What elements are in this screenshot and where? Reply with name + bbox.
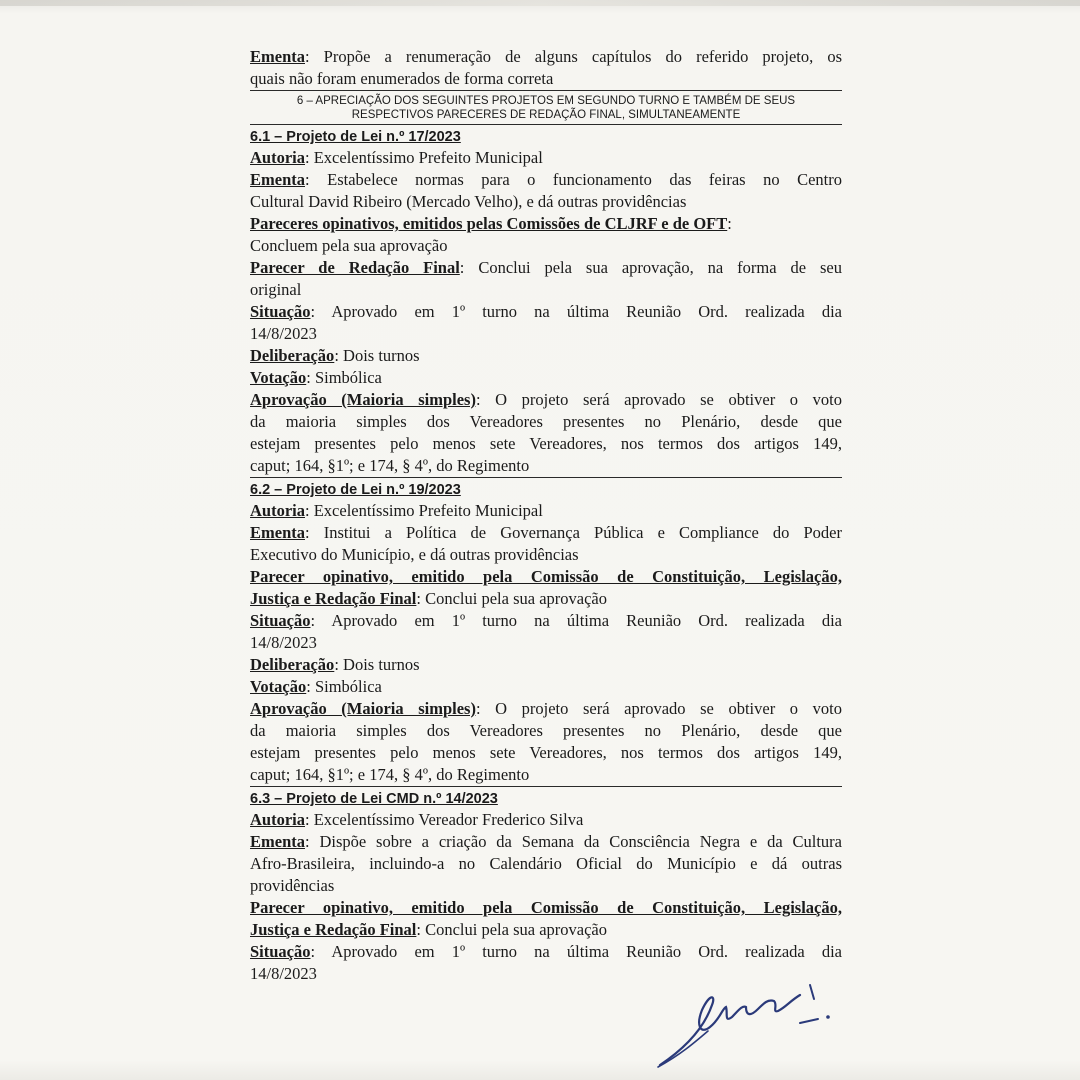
aprovacao-label: Aprovação (Maioria simples) xyxy=(250,390,476,409)
redacao-label: Parecer de Redação Final xyxy=(250,258,460,277)
parecer-text: Conclui pela sua aprovação xyxy=(425,920,607,939)
deliberacao-label: Deliberação xyxy=(250,346,335,365)
pareceres-label: Pareceres opinativos, emitidos pelas Comissões de CLJRF e de OFT xyxy=(250,214,728,233)
intro-block xyxy=(250,46,842,91)
signature-stroke xyxy=(660,995,800,1065)
aprovacao-text: O projeto será aprovado se obtiver o voto xyxy=(495,390,842,409)
autoria-line: Autoria: Excelentíssimo Vereador Frederico Silva xyxy=(250,810,584,829)
intro-ementa-label: Ementa xyxy=(250,47,305,66)
ementa-text: Institui a Política de Governança Pública e Compliance do Poder xyxy=(323,523,842,542)
signature-mark xyxy=(650,965,850,1075)
situacao-label: Situação xyxy=(250,302,311,321)
deliberacao-line: Deliberação: Dois turnos xyxy=(250,346,420,365)
autoria-label: Autoria xyxy=(250,148,305,167)
project-6-2 xyxy=(250,478,842,787)
ementa-line-2: Executivo do Município, e dá outras providências xyxy=(250,545,579,564)
ementa-line-3: providências xyxy=(250,876,335,895)
aprovacao-line-3: estejam presentes pelo menos sete Vereadores, nos termos dos artigos 149, xyxy=(250,434,842,453)
situacao-text: Aprovado em 1º turno na última Reunião Ord. realizada dia xyxy=(331,302,842,321)
aprovacao-text: O projeto será aprovado se obtiver o voto xyxy=(495,699,842,718)
signature-dash xyxy=(800,1019,818,1023)
aprovacao-line-3: estejam presentes pelo menos sete Vereadores, nos termos dos artigos 149, xyxy=(250,743,842,762)
votacao-label: Votação xyxy=(250,677,307,696)
ementa-line-1: Ementa: Institui a Política de Governança Pública e Compliance do Poder xyxy=(250,523,842,542)
section-heading-line-1: 6 – APRECIAÇÃO DOS SEGUINTES PROJETOS EM SEGUNDO TURNO E TAMBÉM DE SEUS xyxy=(296,95,796,107)
section-heading-line-2: RESPECTIVOS PARECERES DE REDAÇÃO FINAL, SIMULTANEAMENTE xyxy=(351,109,741,121)
votacao-line: Votação: Simbólica xyxy=(250,677,382,696)
autoria-value: Excelentíssimo Vereador Frederico Silva xyxy=(313,810,584,829)
signature-dot xyxy=(826,1015,830,1019)
situacao-line-2: 14/8/2023 xyxy=(250,964,317,983)
project-6-3 xyxy=(250,787,842,985)
ementa-label: Ementa xyxy=(250,523,305,542)
ementa-text: Estabelece normas para o funcionamento das feiras no Centro xyxy=(327,170,842,189)
pareceres-text: Concluem pela sua aprovação xyxy=(250,236,448,255)
parecer-label: Parecer opinativo, emitido pela Comissão de Constituição, Legislação, xyxy=(250,898,842,917)
parecer-line-1 xyxy=(250,897,842,919)
situacao-label: Situação xyxy=(250,611,311,630)
votacao-value: Simbólica xyxy=(314,677,382,696)
ementa-text: Dispõe sobre a criação da Semana da Consciência Negra e da Cultura xyxy=(319,832,842,851)
situacao-text: Aprovado em 1º turno na última Reunião Ord. realizada dia xyxy=(331,611,842,630)
votacao-value: Simbólica xyxy=(314,368,382,387)
situacao-line-1: Situação: Aprovado em 1º turno na última Reunião Ord. realizada dia xyxy=(250,302,842,321)
aprovacao-label: Aprovação (Maioria simples) xyxy=(250,699,476,718)
parecer-line-2: Justiça e Redação Final: Conclui pela sua aprovação xyxy=(250,589,607,608)
deliberacao-line: Deliberação: Dois turnos xyxy=(250,655,420,674)
redacao-line-1: Parecer de Redação Final: Conclui pela sua aprovação, na forma de seu xyxy=(250,258,842,277)
autoria-value: Excelentíssimo Prefeito Municipal xyxy=(313,501,543,520)
ementa-label: Ementa xyxy=(250,832,305,851)
autoria-label: Autoria xyxy=(250,501,305,520)
aprovacao-line-1: Aprovação (Maioria simples): O projeto será aprovado se obtiver o voto xyxy=(250,390,842,409)
ementa-line-2: Cultural David Ribeiro (Mercado Velho), e dá outras providências xyxy=(250,192,687,211)
redacao-line-2: original xyxy=(250,280,302,299)
page-top-edge xyxy=(0,0,1080,6)
situacao-line-1: Situação: Aprovado em 1º turno na última Reunião Ord. realizada dia xyxy=(250,942,842,961)
situacao-text: Aprovado em 1º turno na última Reunião Ord. realizada dia xyxy=(331,942,842,961)
parecer-line-2: Justiça e Redação Final: Conclui pela sua aprovação xyxy=(250,920,607,939)
votacao-label: Votação xyxy=(250,368,307,387)
aprovacao-line-4: caput; 164, §1º; e 174, § 4º, do Regimento xyxy=(250,456,530,475)
aprovacao-line-4: caput; 164, §1º; e 174, § 4º, do Regimento xyxy=(250,765,530,784)
redacao-text: Conclui pela sua aprovação, na forma de seu xyxy=(478,258,842,277)
parecer-line-1 xyxy=(250,566,842,588)
document-body xyxy=(250,46,842,985)
deliberacao-label: Deliberação xyxy=(250,655,335,674)
ementa-line-1: Ementa: Estabelece normas para o funcionamento das feiras no Centro xyxy=(250,170,842,189)
situacao-label: Situação xyxy=(250,942,311,961)
autoria-label: Autoria xyxy=(250,810,305,829)
autoria-value: Excelentíssimo Prefeito Municipal xyxy=(313,148,543,167)
intro-line-1: Ementa: Propõe a renumeração de alguns capítulos do referido projeto, os xyxy=(250,47,842,66)
project-title: 6.3 – Projeto de Lei CMD n.º 14/2023 xyxy=(250,791,498,807)
aprovacao-line-2: da maioria simples dos Vereadores presentes no Plenário, desde que xyxy=(250,412,842,431)
aprovacao-line-1: Aprovação (Maioria simples): O projeto será aprovado se obtiver o voto xyxy=(250,699,842,718)
aprovacao-line-2: da maioria simples dos Vereadores presentes no Plenário, desde que xyxy=(250,721,842,740)
situacao-line-2: 14/8/2023 xyxy=(250,633,317,652)
situacao-line-1: Situação: Aprovado em 1º turno na última Reunião Ord. realizada dia xyxy=(250,611,842,630)
intro-ementa-text: Propõe a renumeração de alguns capítulos do referido projeto, os xyxy=(323,47,842,66)
section-heading xyxy=(250,91,842,125)
parecer-label-cont: Justiça e Redação Final xyxy=(250,589,417,608)
project-title: 6.2 – Projeto de Lei n.º 19/2023 xyxy=(250,482,461,498)
situacao-line-2: 14/8/2023 xyxy=(250,324,317,343)
autoria-line: Autoria: Excelentíssimo Prefeito Municipal xyxy=(250,148,543,167)
parecer-label: Parecer opinativo, emitido pela Comissão de Constituição, Legislação, xyxy=(250,567,842,586)
deliberacao-value: Dois turnos xyxy=(343,655,420,674)
pareceres-line: Pareceres opinativos, emitidos pelas Comissões de CLJRF e de OFT: xyxy=(250,214,732,233)
signature-tick xyxy=(810,985,814,999)
parecer-label-cont: Justiça e Redação Final xyxy=(250,920,417,939)
deliberacao-value: Dois turnos xyxy=(343,346,420,365)
project-6-1 xyxy=(250,125,842,478)
ementa-line-2: Afro-Brasileira, incluindo-a no Calendário Oficial do Município e dá outras xyxy=(250,854,842,873)
project-title: 6.1 – Projeto de Lei n.º 17/2023 xyxy=(250,129,461,145)
intro-line-2: quais não foram enumerados de forma correta xyxy=(250,69,554,88)
ementa-line-1: Ementa: Dispõe sobre a criação da Semana da Consciência Negra e da Cultura xyxy=(250,832,842,851)
parecer-text: Conclui pela sua aprovação xyxy=(425,589,607,608)
votacao-line: Votação: Simbólica xyxy=(250,368,382,387)
autoria-line: Autoria: Excelentíssimo Prefeito Municipal xyxy=(250,501,543,520)
ementa-label: Ementa xyxy=(250,170,305,189)
